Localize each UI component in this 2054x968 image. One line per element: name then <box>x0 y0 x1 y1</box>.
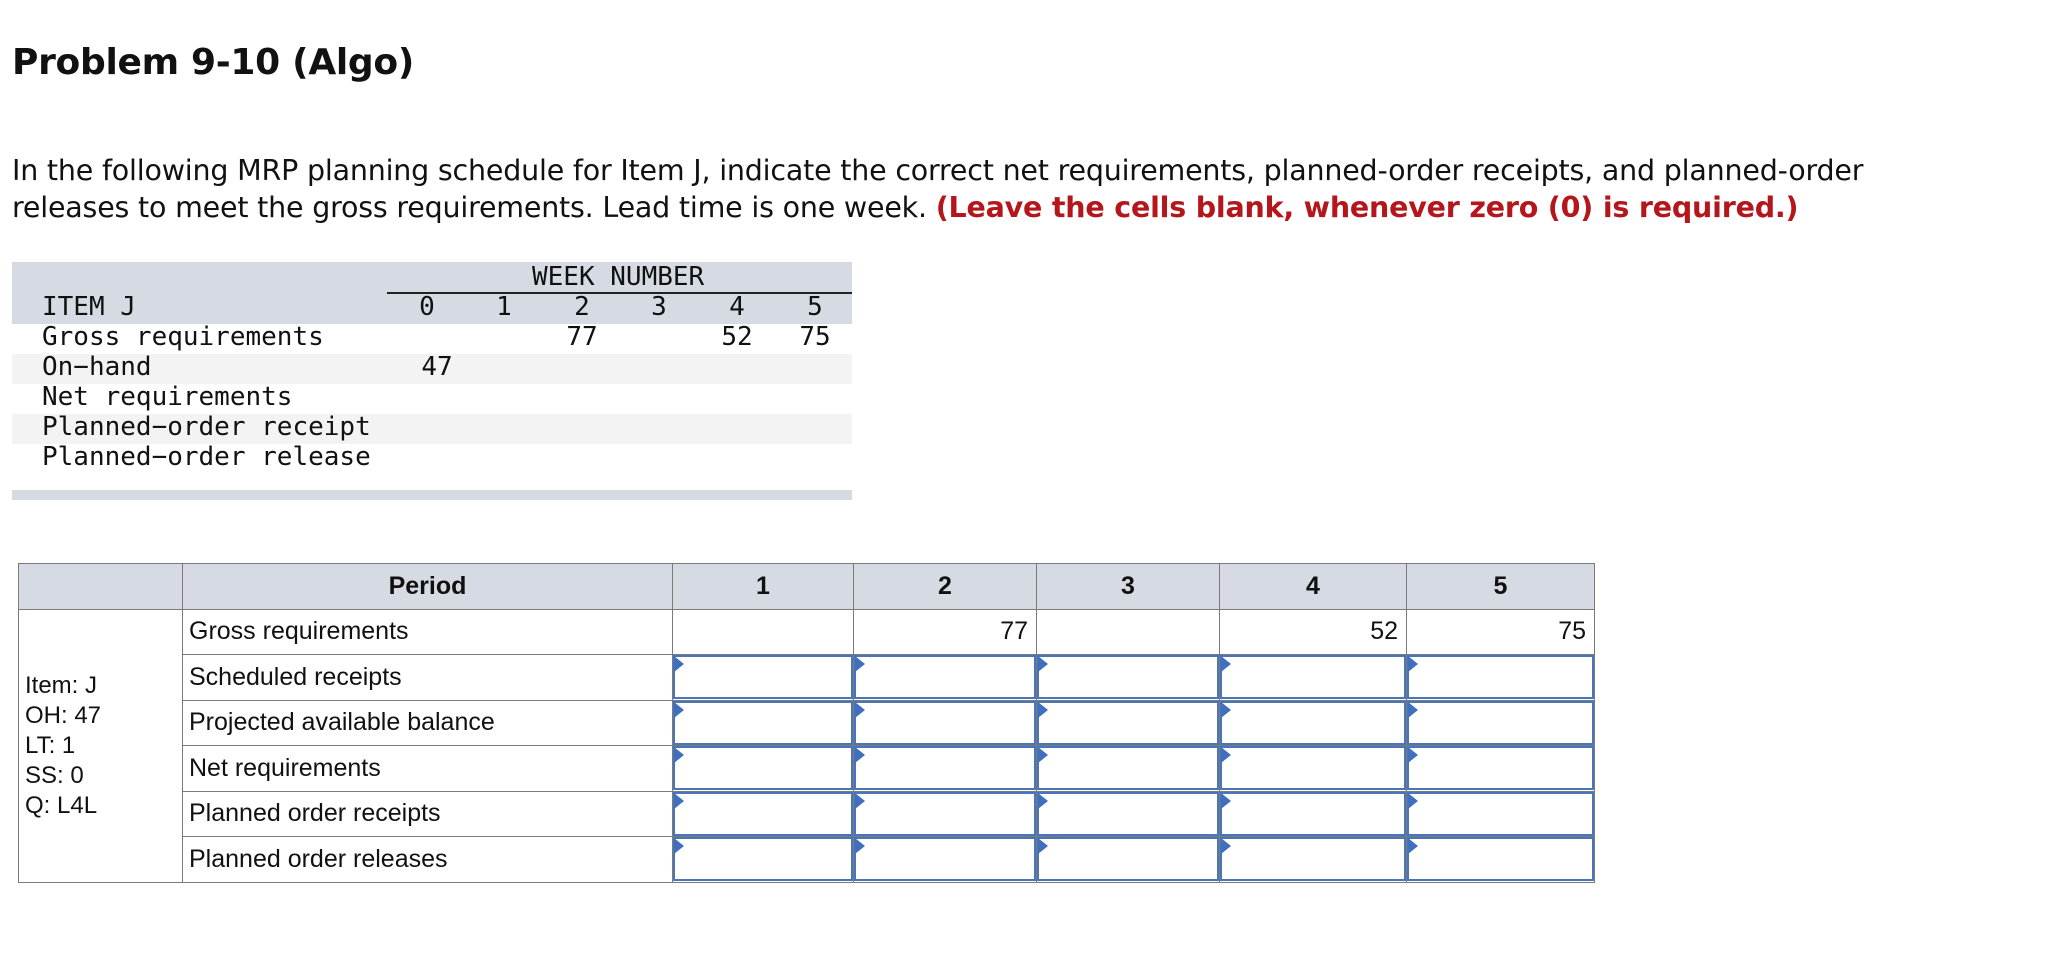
week-0-header: 0 <box>419 292 435 322</box>
page-title: Problem 9-10 (Algo) <box>12 42 414 83</box>
week-1-header: 1 <box>496 292 512 322</box>
porl-cell-2 <box>854 837 1037 883</box>
cell-marker-icon <box>1221 793 1231 809</box>
pab-cell-3 <box>1037 700 1220 746</box>
cell-marker-icon <box>1038 747 1048 763</box>
por-cell-4 <box>1220 791 1407 837</box>
week-header-rule <box>387 292 852 294</box>
pab-cell-1 <box>673 700 854 746</box>
net-requirements-row <box>19 746 1595 792</box>
cell-marker-icon <box>1221 656 1231 672</box>
cell-marker-icon <box>855 838 865 854</box>
mrp-reference-table <box>12 262 852 500</box>
on-hand-label: On−hand <box>42 352 152 382</box>
por-input-5[interactable] <box>1407 792 1594 836</box>
scheduled-receipts-cell-5 <box>1407 655 1595 701</box>
porl-input-2[interactable] <box>854 837 1036 881</box>
cell-marker-icon <box>855 793 865 809</box>
cell-marker-icon <box>674 702 684 718</box>
cell-marker-icon <box>674 747 684 763</box>
footer-band <box>12 490 852 500</box>
cell-marker-icon <box>1408 702 1418 718</box>
planned-order-release-label: Planned−order release <box>42 442 371 472</box>
scheduled-receipts-label: Scheduled receipts <box>183 655 673 701</box>
scheduled-receipts-input-2[interactable] <box>854 655 1036 699</box>
por-input-4[interactable] <box>1220 792 1406 836</box>
week-2-header: 2 <box>574 292 590 322</box>
scheduled-receipts-input-3[interactable] <box>1037 655 1219 699</box>
por-cell-1 <box>673 791 854 837</box>
pab-input-3[interactable] <box>1037 701 1219 745</box>
scheduled-receipts-row <box>19 655 1595 701</box>
week-5-header: 5 <box>807 292 823 322</box>
pab-input-4[interactable] <box>1220 701 1406 745</box>
problem-instructions <box>12 152 1972 226</box>
pab-input-5[interactable] <box>1407 701 1594 745</box>
cell-marker-icon <box>1408 793 1418 809</box>
scheduled-receipts-cell-4 <box>1220 655 1407 701</box>
scheduled-receipts-input-1[interactable] <box>673 655 853 699</box>
item-label: ITEM J <box>42 292 136 322</box>
por-cell-3 <box>1037 791 1220 837</box>
corner-cell <box>19 564 183 610</box>
cell-marker-icon <box>855 656 865 672</box>
week-3-header: 3 <box>651 292 667 322</box>
net-req-cell-3 <box>1037 746 1220 792</box>
porl-input-1[interactable] <box>673 837 853 881</box>
gross-period-2: 77 <box>854 609 1037 655</box>
cell-marker-icon <box>1038 838 1048 854</box>
period-3-header: 3 <box>1037 564 1220 610</box>
net-req-input-4[interactable] <box>1220 746 1406 790</box>
blank-cells-warning: (Leave the cells blank, whenever zero (0) is required.) <box>935 191 1799 224</box>
cell-marker-icon <box>1408 838 1418 854</box>
porl-input-4[interactable] <box>1220 837 1406 881</box>
net-req-input-2[interactable] <box>854 746 1036 790</box>
gross-period-1 <box>673 609 854 655</box>
cell-marker-icon <box>1408 747 1418 763</box>
por-cell-2 <box>854 791 1037 837</box>
net-req-cell-1 <box>673 746 854 792</box>
net-req-input-1[interactable] <box>673 746 853 790</box>
item-name: Item: J <box>25 671 98 699</box>
period-4-header: 4 <box>1220 564 1407 610</box>
cell-marker-icon <box>1221 838 1231 854</box>
grid-header-row <box>19 564 1595 610</box>
por-cell-5 <box>1407 791 1595 837</box>
period-2-header: 2 <box>854 564 1037 610</box>
projected-available-balance-row <box>19 700 1595 746</box>
instructions-text: In the following MRP planning schedule for Item J, indicate the correct net requirements, planned-order receipts, and planned-order releases to meet the gross requirements. Lead time is one week. <box>12 154 1864 224</box>
item-lead-time: LT: 1 <box>25 731 76 759</box>
pab-input-2[interactable] <box>854 701 1036 745</box>
period-header: Period <box>183 564 673 610</box>
pab-cell-2 <box>854 700 1037 746</box>
net-req-cell-2 <box>854 746 1037 792</box>
cell-marker-icon <box>855 702 865 718</box>
por-input-3[interactable] <box>1037 792 1219 836</box>
cell-marker-icon <box>1408 656 1418 672</box>
cell-marker-icon <box>674 793 684 809</box>
por-input-1[interactable] <box>673 792 853 836</box>
week-4-header: 4 <box>729 292 745 322</box>
cell-marker-icon <box>674 656 684 672</box>
pab-cell-4 <box>1220 700 1407 746</box>
porl-cell-5 <box>1407 837 1595 883</box>
planned-order-receipt-label: Planned−order receipt <box>42 412 371 442</box>
cell-marker-icon <box>1038 656 1048 672</box>
porl-cell-3 <box>1037 837 1220 883</box>
net-req-cell-4 <box>1220 746 1407 792</box>
cell-marker-icon <box>1038 702 1048 718</box>
cell-marker-icon <box>1221 702 1231 718</box>
scheduled-receipts-input-5[interactable] <box>1407 655 1594 699</box>
cell-marker-icon <box>1038 793 1048 809</box>
porl-cell-4 <box>1220 837 1407 883</box>
cell-marker-icon <box>674 838 684 854</box>
gross-period-4: 52 <box>1220 609 1407 655</box>
mrp-answer-grid <box>18 563 1595 883</box>
scheduled-receipts-cell-1 <box>673 655 854 701</box>
on-hand-week-0: 47 <box>421 352 453 382</box>
planned-order-releases-label: Planned order releases <box>183 837 673 883</box>
por-input-2[interactable] <box>854 792 1036 836</box>
gross-requirements-label: Gross requirements <box>183 609 673 655</box>
period-1-header: 1 <box>673 564 854 610</box>
planned-order-receipts-row <box>19 791 1595 837</box>
planned-order-releases-row <box>19 837 1595 883</box>
week-number-header: WEEK NUMBER <box>532 262 705 292</box>
gross-period-5: 75 <box>1407 609 1595 655</box>
pab-input-1[interactable] <box>673 701 853 745</box>
porl-cell-1 <box>673 837 854 883</box>
net-req-cell-5 <box>1407 746 1595 792</box>
net-requirements-label: Net requirements <box>42 382 293 412</box>
net-req-input-3[interactable] <box>1037 746 1219 790</box>
item-safety-stock: SS: 0 <box>25 761 84 789</box>
cell-marker-icon <box>855 747 865 763</box>
period-5-header: 5 <box>1407 564 1595 610</box>
planned-order-receipts-label: Planned order receipts <box>183 791 673 837</box>
porl-input-3[interactable] <box>1037 837 1219 881</box>
projected-available-balance-label: Projected available balance <box>183 700 673 746</box>
gross-week-2: 77 <box>566 322 598 352</box>
scheduled-receipts-input-4[interactable] <box>1220 655 1406 699</box>
gross-period-3 <box>1037 609 1220 655</box>
net-req-input-5[interactable] <box>1407 746 1594 790</box>
scheduled-receipts-cell-2 <box>854 655 1037 701</box>
cell-marker-icon <box>1221 747 1231 763</box>
item-info-cell <box>19 609 183 882</box>
porl-input-5[interactable] <box>1407 837 1594 881</box>
gross-week-4: 52 <box>721 322 753 352</box>
item-on-hand: OH: 47 <box>25 701 102 729</box>
net-requirements-label: Net requirements <box>183 746 673 792</box>
pab-cell-5 <box>1407 700 1595 746</box>
gross-requirements-label: Gross requirements <box>42 322 324 352</box>
scheduled-receipts-cell-3 <box>1037 655 1220 701</box>
gross-requirements-row <box>19 609 1595 655</box>
item-lot-sizing: Q: L4L <box>25 791 98 819</box>
gross-week-5: 75 <box>799 322 831 352</box>
